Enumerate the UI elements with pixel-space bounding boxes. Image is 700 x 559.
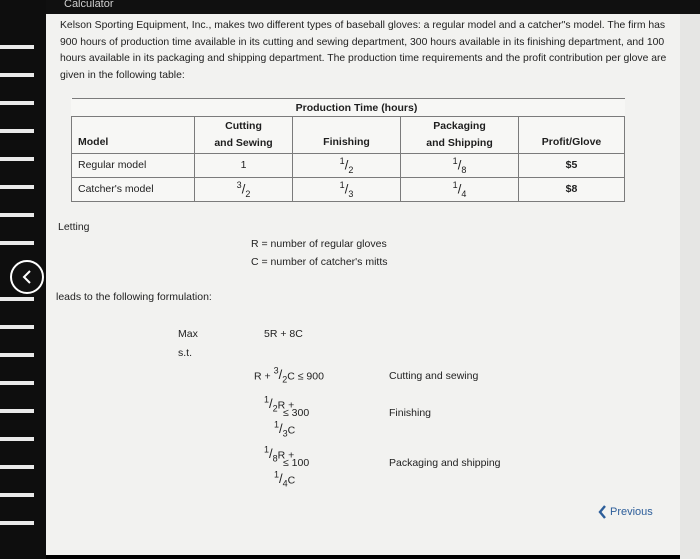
col-header-packaging: Packaging and Shipping [401,117,519,153]
col-header-model: Model [72,117,195,153]
row-model: Regular model [72,153,195,177]
constraint-rhs-packaging: ≤ 100 [283,457,310,469]
row-model: Catcher's model [72,177,195,201]
rail-tick [0,101,34,105]
calculator-link[interactable]: Calculator [64,0,114,10]
rail-tick [0,493,34,497]
table-row [72,177,625,201]
rail-tick [0,73,34,77]
rail-tick [0,437,34,441]
row-packaging: $^1/_8$ [401,153,519,177]
rail-tick [0,157,34,161]
rail-tick [0,129,34,133]
rail-tick [0,381,34,385]
table-group-header: Production Time (hours) [195,99,519,117]
letting-text: Letting [58,221,90,233]
row-finishing: $^1/_3$ [293,177,401,201]
chevron-left-icon [20,269,34,285]
col-header-finishing: Finishing [293,117,401,153]
row-packaging: $^1/_4$ [401,177,519,201]
rail-tick [0,185,34,189]
previous-label: Previous [610,506,653,518]
constraint-finishing: $^1/_2R$ + $^1/_3C$ [264,395,296,439]
leads-text: leads to the following formulation: [56,291,212,303]
rail-tick [0,465,34,469]
table-row [72,153,625,177]
rail-tick [0,521,34,525]
rail-tick [0,241,34,245]
row-finishing: $^1/_2$ [293,153,401,177]
objective-function: 5R + 8C [264,328,303,340]
st-label: s.t. [178,347,193,359]
constraint-cutting: $R + ^3/_2C \le 900$ [254,366,324,385]
production-time-table [71,98,625,202]
constraint-packaging: $^1/_8R$ + $^1/_4C$ [264,445,296,489]
constraint-label-packaging: Packaging and shipping [389,457,501,469]
problem-intro: Kelson Sporting Equipment, Inc., makes two different types of baseball gloves: a regular model and a catcher"s model. The firm has 900 hours of production time available in its cutting and sewing department, 300 hours available in its finishing department, and 100 hours available in its packaging and shipping department. The production time requirements and the profit contribution per glove are given in the following table: [60,20,667,81]
chevron-left-icon [598,505,606,519]
previous-button[interactable] [598,505,653,519]
row-profit: $8 [519,177,625,201]
rail-tick [0,409,34,413]
constraint-label-finishing: Finishing [389,407,432,419]
row-cutting: 1 [195,153,293,177]
row-profit: $5 [519,153,625,177]
max-label: Max [178,328,198,340]
problem-page [46,14,680,555]
constraint-label-cutting: Cutting and sewing [389,370,479,382]
right-edge [680,14,700,559]
rail-tick [0,325,34,329]
col-header-cutting: Cutting and Sewing [195,117,293,153]
rail-tick [0,297,34,301]
definition-c: C = number of catcher's mitts [251,256,388,268]
definition-r: R = number of regular gloves [251,238,387,250]
top-bar [46,0,700,14]
rail-tick [0,213,34,217]
rail-tick [0,45,34,49]
constraint-rhs-finishing: ≤ 300 [283,407,310,419]
row-cutting: $^3/_2$ [195,177,293,201]
col-header-profit: Profit/Glove [519,117,625,153]
back-button[interactable] [10,260,44,294]
rail-tick [0,353,34,357]
